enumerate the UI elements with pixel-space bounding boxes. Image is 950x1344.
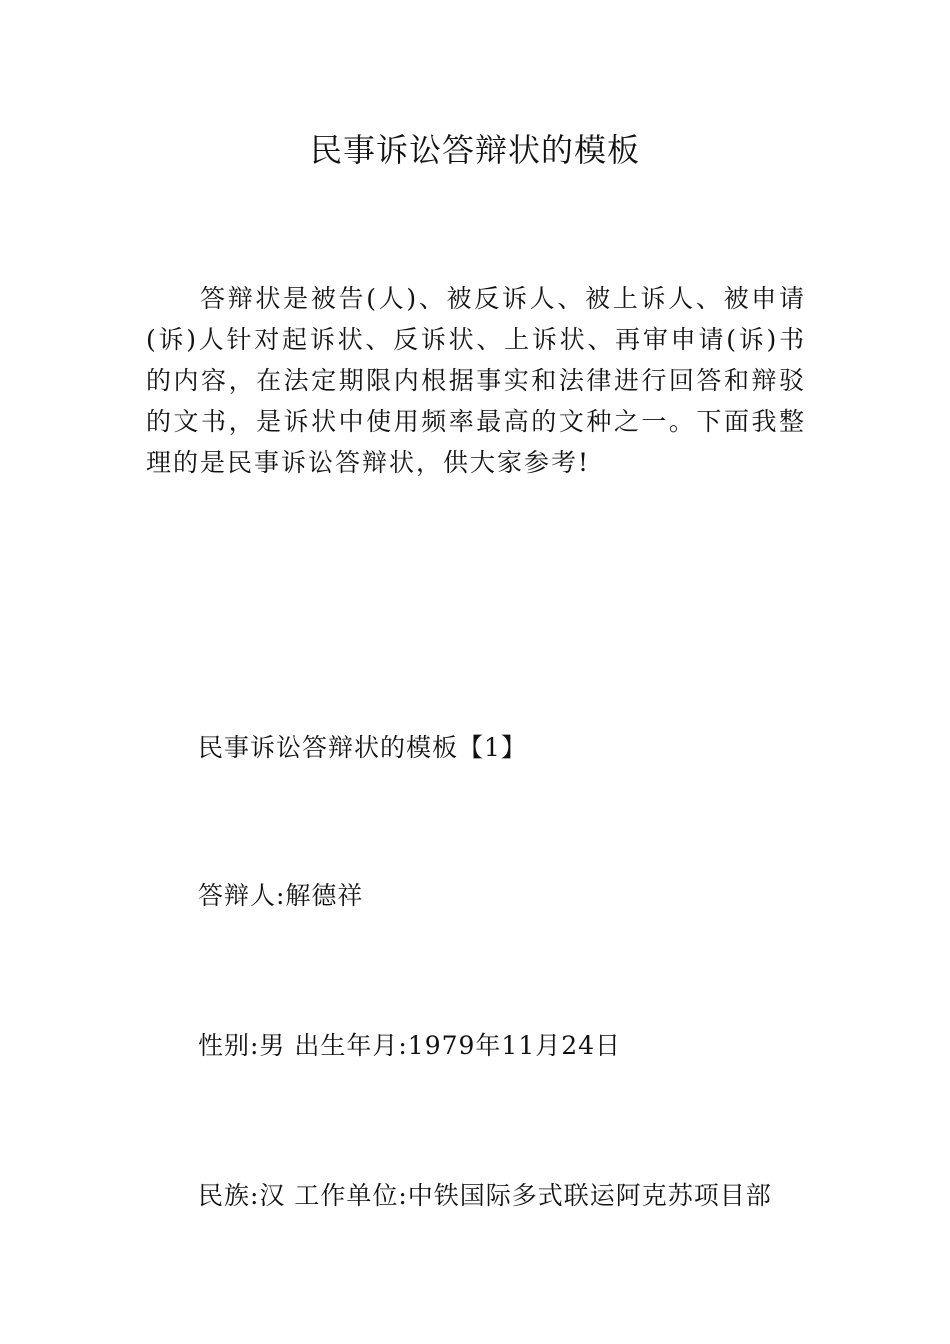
ethnicity-workplace-line: 民族:汉 工作单位:中铁国际多式联运阿克苏项目部 <box>198 1181 772 1210</box>
intro-paragraph: 答辩状是被告(人)、被反诉人、被上诉人、被申请(诉)人针对起诉状、反诉状、上诉状、再审申请(诉)书的内容，在法定期限内根据事实和法律进行回答和辩驳的文书，是诉状中使用频率最高的文种之一。下面我整理的是民事诉讼答辩状，供大家参考! <box>146 284 806 477</box>
document-title: 民事诉讼答辩状的模板 <box>309 131 640 169</box>
respondent-line: 答辩人:解德祥 <box>198 881 364 910</box>
section-heading: 民事诉讼答辩状的模板【1】 <box>198 733 527 762</box>
gender-birth-line: 性别:男 出生年月:1979年11月24日 <box>198 1031 622 1060</box>
